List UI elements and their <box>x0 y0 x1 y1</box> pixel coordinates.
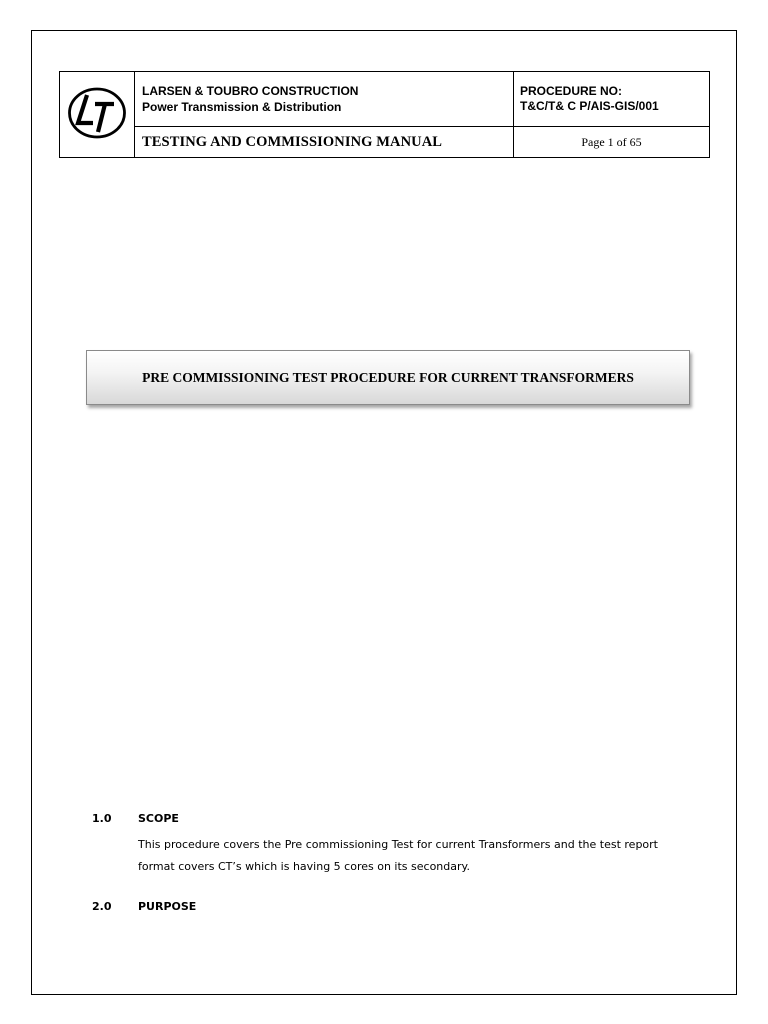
company-cell <box>135 72 514 127</box>
section-number: 2.0 <box>92 900 112 913</box>
section-number: 1.0 <box>92 812 112 825</box>
document-header <box>59 71 710 158</box>
section-body: This procedure covers the Pre commissioning Test for current Transformers and the test report format covers CT’s which is having 5 cores on its secondary. <box>138 838 658 873</box>
procedure-cell <box>514 72 710 127</box>
page-number: Page 1 of 65 <box>514 127 710 158</box>
section-heading: SCOPE <box>138 812 179 825</box>
logo-cell <box>60 72 135 158</box>
procedure-label: PROCEDURE NO: <box>520 84 623 99</box>
procedure-number: T&C/T& C P/AIS-GIS/001 <box>520 99 659 114</box>
section-heading: PURPOSE <box>138 900 197 913</box>
document-title-box <box>86 350 690 405</box>
document-title: PRE COMMISSIONING TEST PROCEDURE FOR CURRENT TRANSFORMERS <box>142 369 634 385</box>
manual-title: TESTING AND COMMISSIONING MANUAL <box>135 127 514 158</box>
company-name: LARSEN & TOUBRO CONSTRUCTION <box>142 83 359 98</box>
lt-logo-icon <box>67 83 127 143</box>
division-name: Power Transmission & Distribution <box>142 99 342 114</box>
